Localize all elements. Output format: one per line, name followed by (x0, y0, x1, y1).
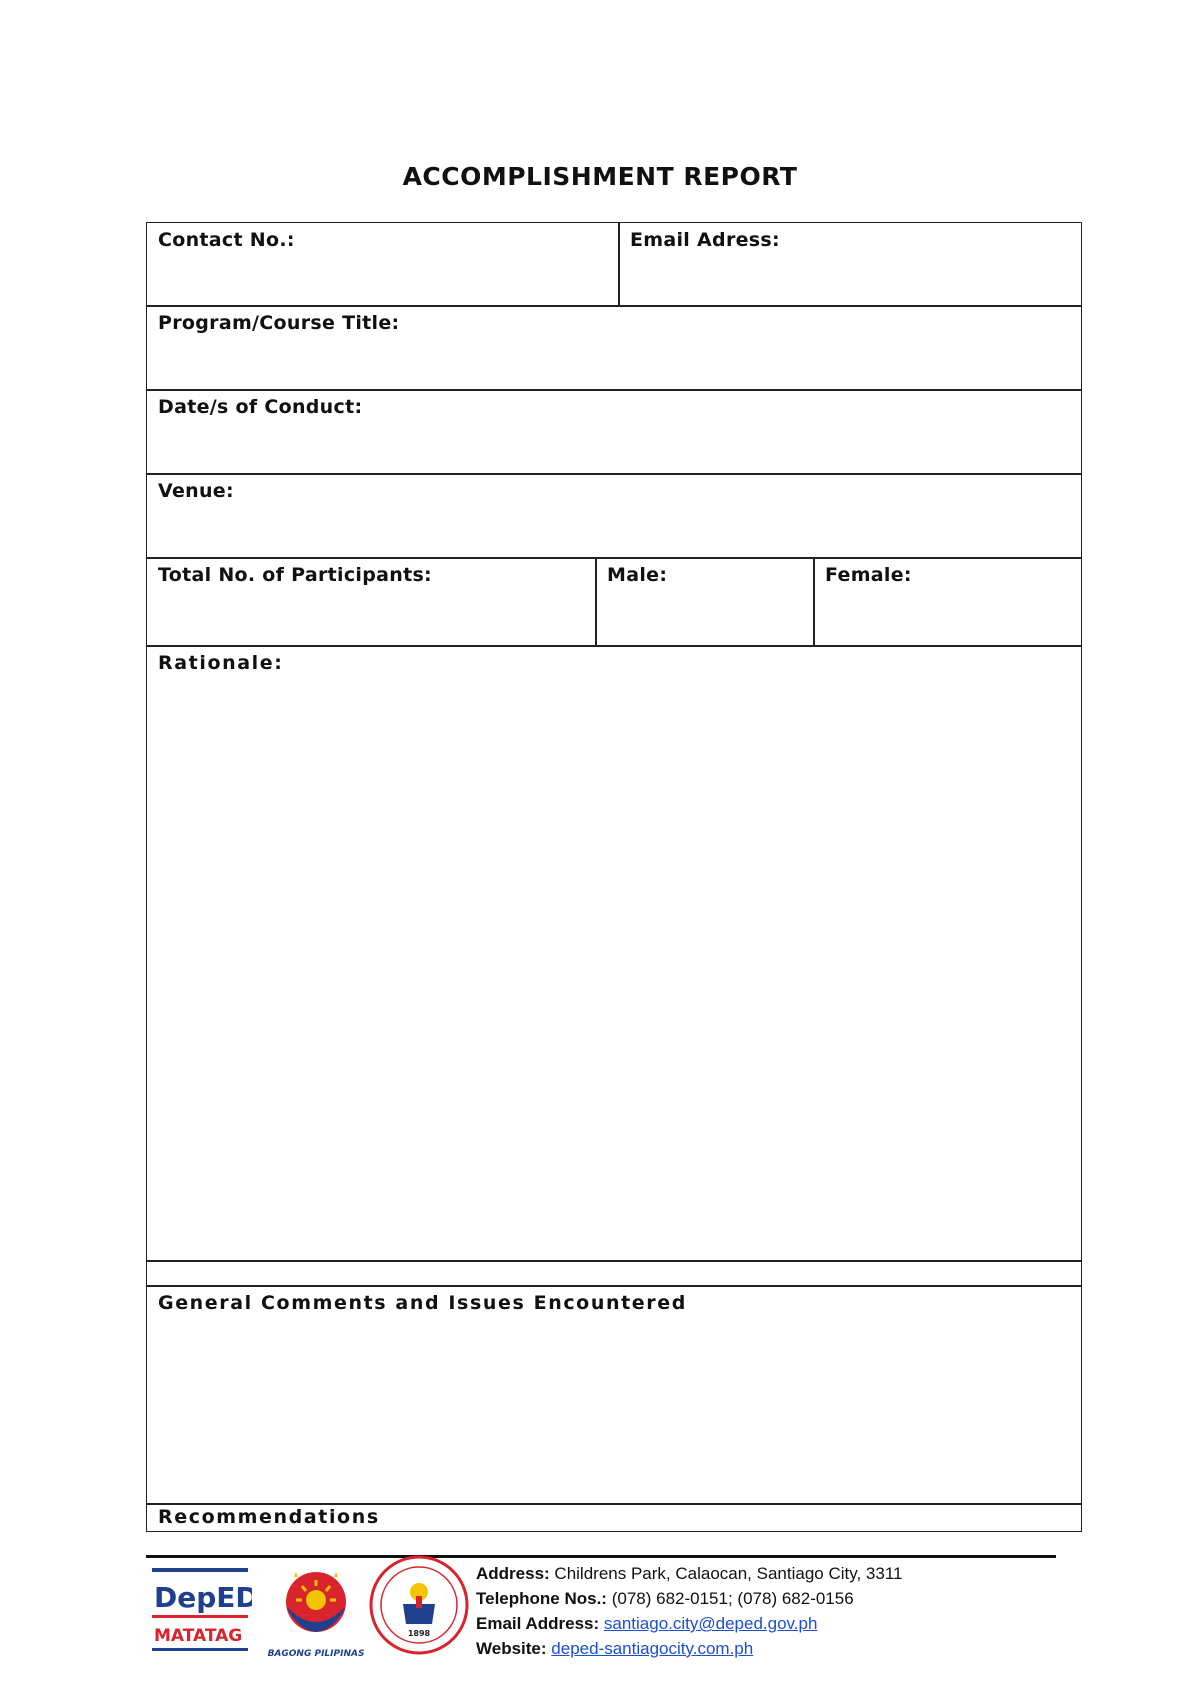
sun-icon (306, 1590, 326, 1610)
star-icon (334, 1572, 338, 1577)
matatag-logo-text: MATATAG (154, 1626, 243, 1646)
email-link[interactable]: santiago.city@deped.gov.ph (603, 1614, 818, 1633)
email-address-label: Email Adress: (630, 229, 780, 251)
email-address-field[interactable] (618, 222, 1082, 307)
footer-contact-info (476, 1561, 902, 1661)
deped-matatag-logo (152, 1566, 252, 1658)
deped-matatag-logo-graphic (152, 1566, 252, 1658)
deped-seal-graphic (368, 1554, 470, 1656)
footer-telephone-line (476, 1586, 902, 1611)
recommendations-field[interactable] (146, 1503, 1082, 1532)
bagong-pilipinas-logo (264, 1566, 368, 1662)
dates-of-conduct-label: Date/s of Conduct: (158, 396, 363, 418)
report-title: ACCOMPLISHMENT REPORT (402, 162, 798, 191)
footer-email-line (476, 1611, 902, 1636)
venue-field[interactable] (146, 473, 1082, 559)
seal-torch-handle (416, 1596, 422, 1608)
star-icon (294, 1572, 298, 1577)
contact-no-field[interactable] (146, 222, 620, 307)
email-label: Email Address: (476, 1614, 600, 1633)
female-field[interactable] (813, 557, 1082, 647)
deped-logo-text: DepED (154, 1581, 252, 1614)
general-comments-label: General Comments and Issues Encountered (158, 1292, 687, 1314)
spacer-row (146, 1260, 1082, 1287)
address-label: Address: (476, 1564, 550, 1583)
total-participants-field[interactable] (146, 557, 597, 647)
footer-website-line (476, 1636, 902, 1661)
rationale-field[interactable] (146, 645, 1082, 1262)
footer-address-line (476, 1561, 902, 1586)
total-participants-label: Total No. of Participants: (158, 564, 432, 586)
telephone-label: Telephone Nos.: (476, 1589, 607, 1608)
bagong-pilipinas-text: BAGONG PILIPINAS (267, 1649, 365, 1659)
website-label: Website: (476, 1639, 547, 1658)
matatag-bottom-bar (152, 1648, 248, 1651)
bagong-pilipinas-graphic (264, 1566, 368, 1662)
telephone-value: (078) 682-0151; (078) 682-0156 (611, 1589, 854, 1608)
deped-top-bar (152, 1568, 248, 1572)
recommendations-label: Recommendations (158, 1506, 380, 1528)
footer-divider (146, 1555, 1056, 1558)
female-label: Female: (825, 564, 912, 586)
rationale-label: Rationale: (158, 652, 284, 674)
deped-mid-bar (152, 1615, 248, 1618)
program-title-field[interactable] (146, 305, 1082, 391)
seal-year: 1898 (407, 1629, 431, 1638)
general-comments-field[interactable] (146, 1285, 1082, 1505)
deped-seal-logo (368, 1554, 470, 1656)
program-title-label: Program/Course Title: (158, 312, 400, 334)
contact-no-label: Contact No.: (158, 229, 295, 251)
address-value: Childrens Park, Calaocan, Santiago City, 3311 (554, 1564, 903, 1583)
male-label: Male: (607, 564, 668, 586)
male-field[interactable] (595, 557, 815, 647)
venue-label: Venue: (158, 480, 234, 502)
dates-of-conduct-field[interactable] (146, 389, 1082, 475)
website-link[interactable]: deped-santiagocity.com.ph (551, 1639, 754, 1658)
